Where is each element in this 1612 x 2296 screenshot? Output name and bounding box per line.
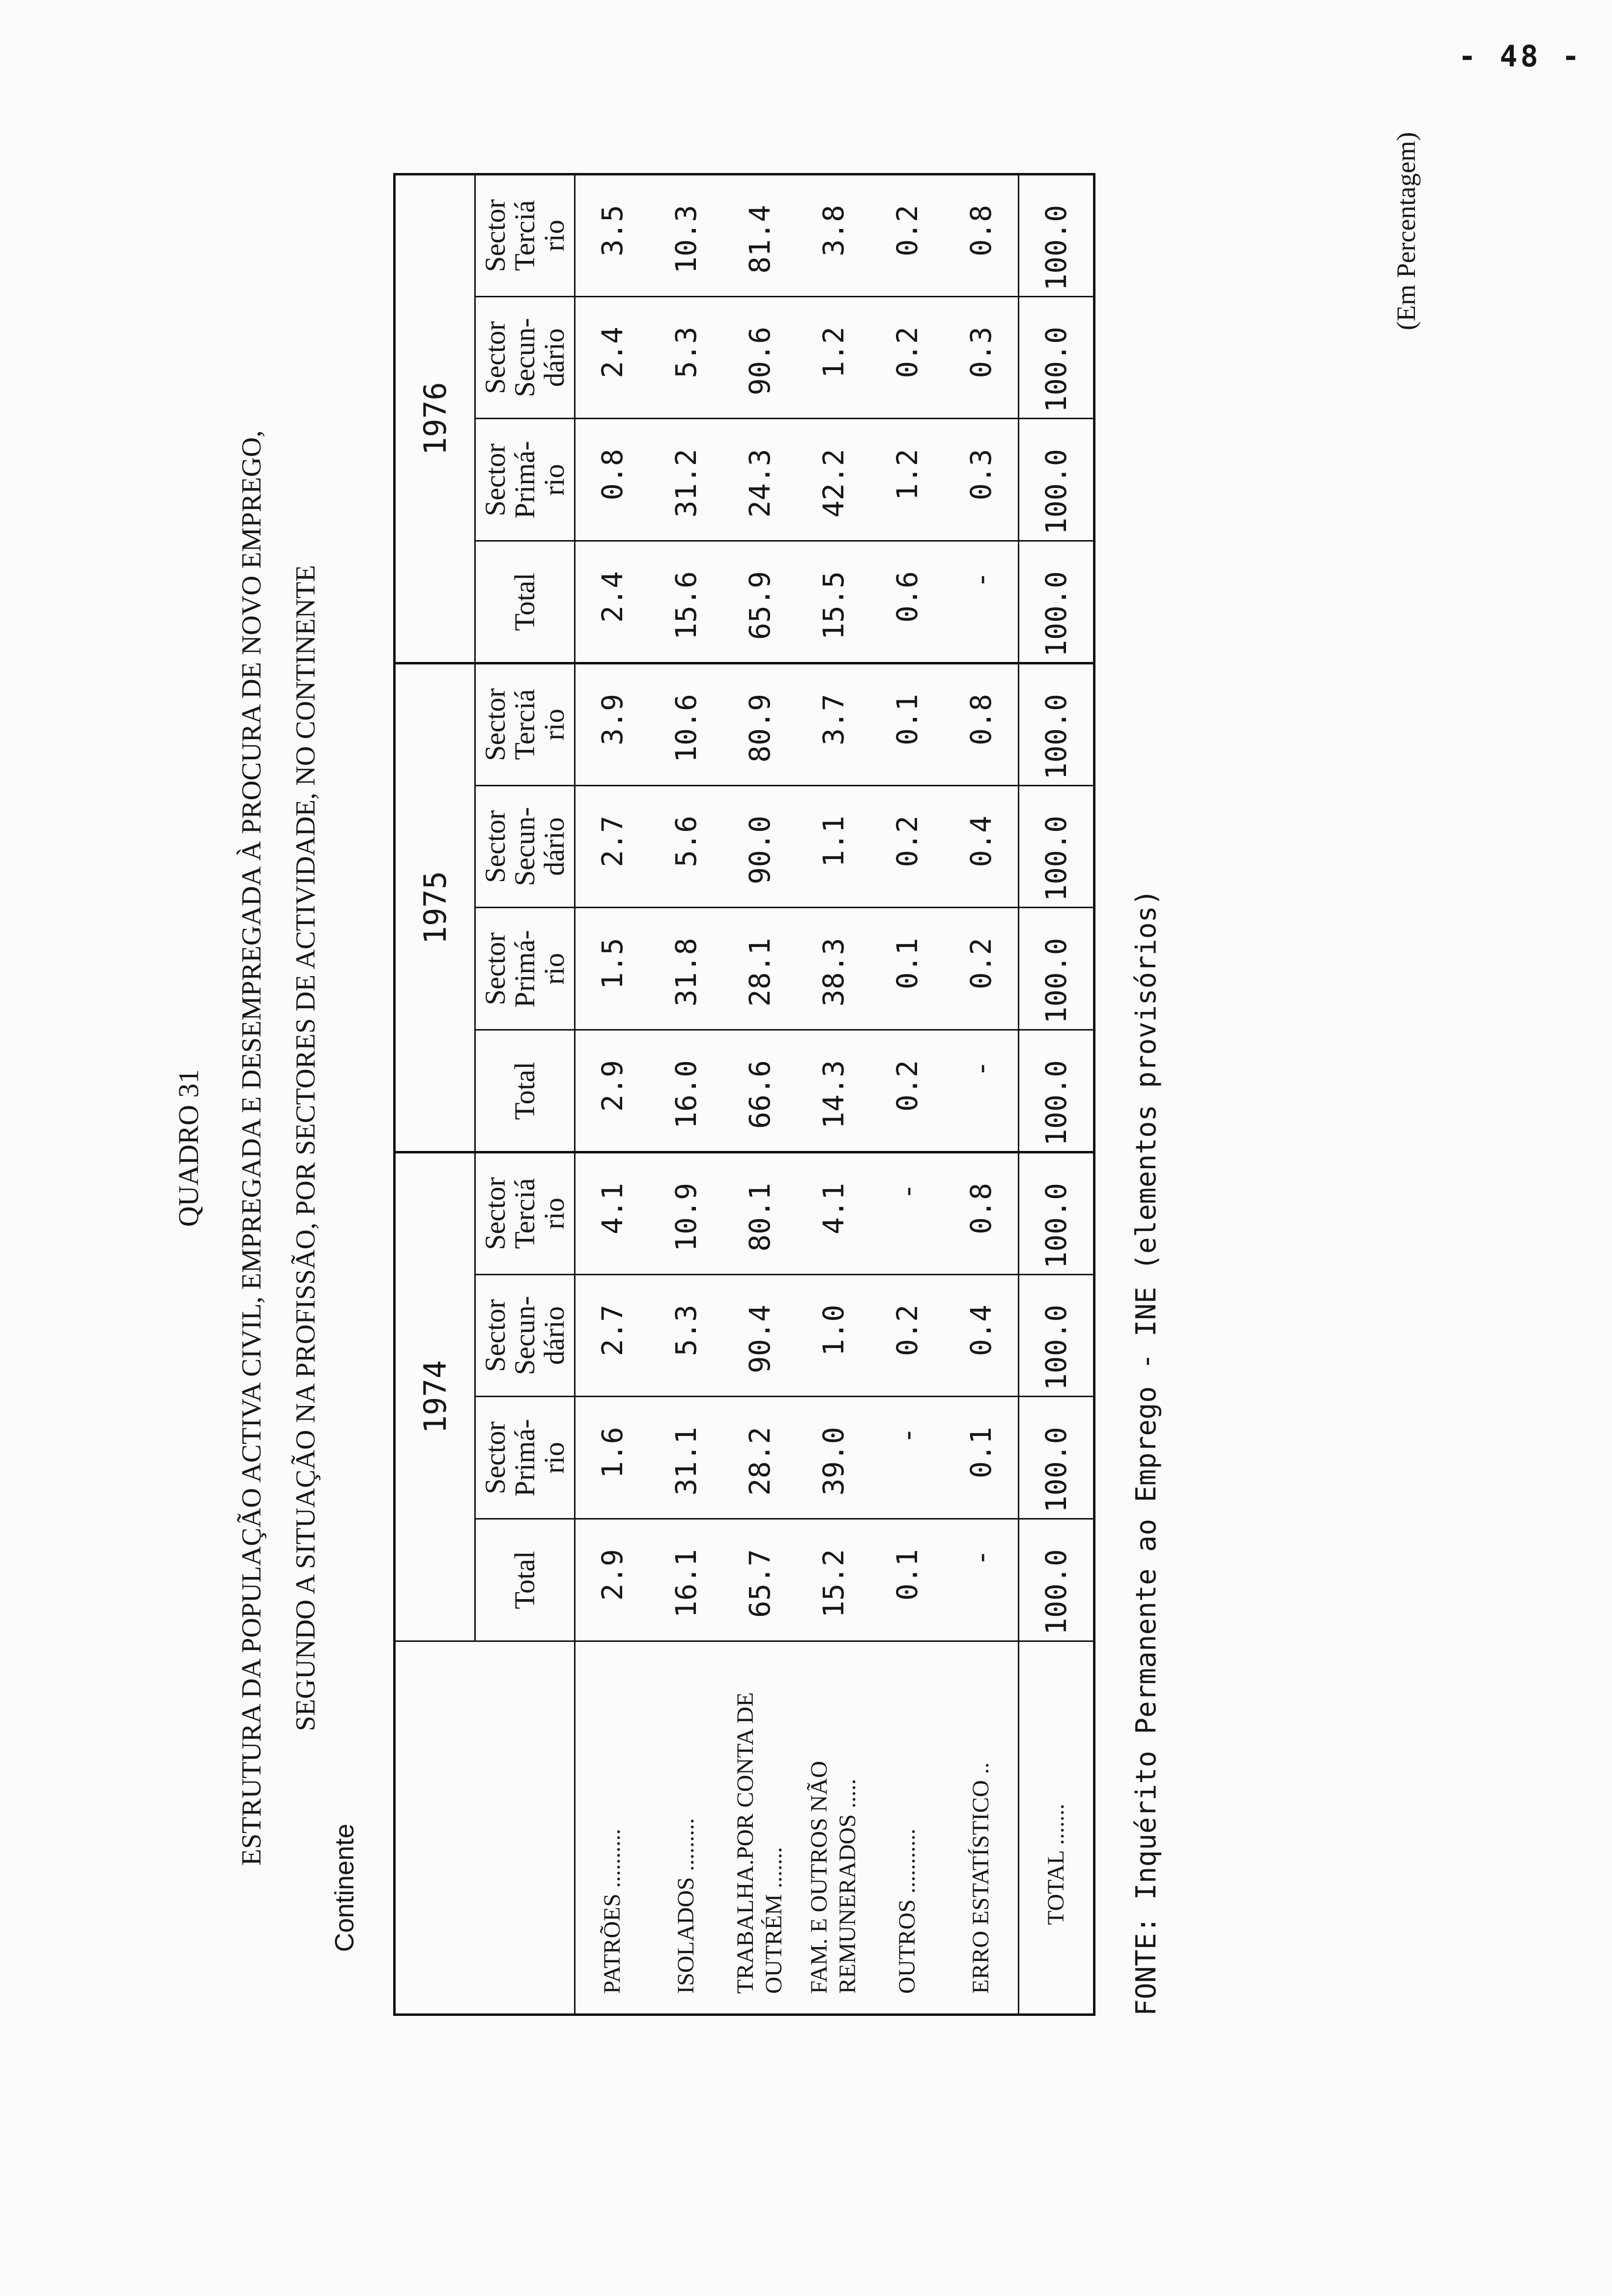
table-cell: 100.0: [1019, 908, 1094, 1030]
table-cell: -: [944, 1519, 1019, 1641]
unit-label: (Em Percentagem): [1391, 132, 1421, 330]
table-cell: 100.0: [1019, 1274, 1094, 1397]
table-cell: 0.2: [870, 785, 944, 908]
year-header: 1976: [395, 174, 475, 663]
column-header-line: Sector: [479, 1299, 511, 1372]
column-header: [475, 1152, 575, 1275]
table-cell: 100.0: [1019, 1030, 1094, 1152]
table-cell: 15.2: [797, 1519, 870, 1641]
column-header-line: Sector: [479, 1177, 511, 1250]
table-cell: 31.2: [649, 419, 723, 541]
column-header-line: Primá-: [509, 930, 541, 1008]
column-header-line: Secun-: [509, 807, 541, 887]
table-row: [870, 174, 944, 2015]
column-header-line: Sector: [479, 321, 511, 394]
table-cell: 5.6: [649, 785, 723, 908]
table-cell: 0.8: [944, 663, 1019, 786]
column-header-line: Sector: [479, 688, 511, 761]
table-cell: 1.0: [797, 1274, 870, 1397]
table-cell: 90.0: [723, 785, 797, 908]
table-cell: 4.1: [575, 1152, 650, 1275]
column-header-line: rio: [538, 220, 570, 252]
table-cell: 16.1: [649, 1519, 723, 1641]
table-cell: 0.2: [944, 908, 1019, 1030]
column-header: [475, 174, 575, 297]
table-cell: 2.7: [575, 785, 650, 908]
table-cell: 15.5: [797, 541, 870, 663]
table-cell: 0.8: [944, 174, 1019, 297]
column-header-line: Sector: [479, 199, 511, 272]
row-label: TRABALHA.POR CONTA DE OUTRÉM .......: [723, 1641, 797, 2015]
table-row: [723, 174, 797, 2015]
column-header: [475, 1030, 575, 1152]
table-cell: -: [870, 1152, 944, 1275]
table-cell: 2.9: [575, 1030, 650, 1152]
source-note: FONTE: Inquérito Permanente ao Emprego - INE (elementos provisórios): [1130, 889, 1162, 2016]
table-cell: 81.4: [723, 174, 797, 297]
table-cell: 3.9: [575, 663, 650, 786]
column-header-line: rio: [538, 464, 570, 496]
table-cell: 3.7: [797, 663, 870, 786]
column-header-line: Primá-: [509, 441, 541, 519]
column-header-line: Sector: [479, 1421, 511, 1494]
title-block: [172, 0, 333, 2296]
total-row: [1019, 174, 1094, 2015]
table-cell: 100.0: [1019, 541, 1094, 663]
data-table-container: [393, 173, 1091, 2016]
table-number: QUADRO 31: [173, 1069, 204, 1227]
row-label: OUTROS ...........: [870, 1641, 944, 2015]
column-header-line: Terciá: [509, 689, 541, 760]
column-header-line: Sector: [479, 932, 511, 1005]
table-cell: 0.6: [870, 541, 944, 663]
table-cell: 0.4: [944, 1274, 1019, 1397]
table-cell: 100.0: [1019, 296, 1094, 419]
table-cell: 0.4: [944, 785, 1019, 908]
table-cell: 1.5: [575, 908, 650, 1030]
table-cell: 38.3: [797, 908, 870, 1030]
table-cell: 10.3: [649, 174, 723, 297]
table-cell: 0.2: [870, 1274, 944, 1397]
table-cell: 28.1: [723, 908, 797, 1030]
table-row: [575, 174, 650, 2015]
column-header-line: Sector: [479, 810, 511, 883]
table-cell: -: [870, 1397, 944, 1519]
table-row: [944, 174, 1019, 2015]
column-header-line: Total: [509, 1550, 541, 1609]
column-header: [475, 1274, 575, 1397]
row-label: ERRO ESTATÍSTICO ..: [944, 1641, 1019, 2015]
column-header-line: dário: [538, 1306, 570, 1365]
table-cell: 5.3: [649, 1274, 723, 1397]
column-header-line: Secun-: [509, 1296, 541, 1376]
column-header-line: Terciá: [509, 1178, 541, 1249]
table-row: [649, 174, 723, 2015]
column-header-line: dário: [538, 328, 570, 387]
column-header: [475, 541, 575, 663]
column-header: [475, 296, 575, 419]
table-cell: 1.6: [575, 1397, 650, 1519]
column-header-line: Total: [509, 573, 541, 631]
column-header-line: rio: [538, 1442, 570, 1474]
table-cell: -: [944, 1030, 1019, 1152]
table-cell: 16.0: [649, 1030, 723, 1152]
table-cell: 1.1: [797, 785, 870, 908]
table-cell: 90.6: [723, 296, 797, 419]
table-cell: -: [944, 541, 1019, 663]
table-cell: 0.2: [870, 296, 944, 419]
row-label: PATRÕES ..........: [575, 1641, 650, 2015]
table-cell: 0.1: [944, 1397, 1019, 1519]
row-label: ISOLADOS .........: [649, 1641, 723, 2015]
data-table: [393, 173, 1095, 2016]
table-cell: 31.1: [649, 1397, 723, 1519]
table-cell: 66.6: [723, 1030, 797, 1152]
table-cell: 14.3: [797, 1030, 870, 1152]
column-header-line: rio: [538, 1198, 570, 1230]
table-cell: 65.9: [723, 541, 797, 663]
row-header-blank: [395, 1641, 575, 2015]
table-cell: 1.2: [797, 296, 870, 419]
table-cell: 80.1: [723, 1152, 797, 1275]
table-cell: 2.4: [575, 296, 650, 419]
table-cell: 2.7: [575, 1274, 650, 1397]
column-header: [475, 1519, 575, 1641]
table-cell: 15.6: [649, 541, 723, 663]
table-title: ESTRUTURA DA POPULAÇÃO ACTIVA CIVIL, EMPREGADA E DESEMPREGADA À PROCURA DE NOVO EMPREGO,: [236, 430, 267, 1866]
page-number: - 48 -: [1458, 39, 1583, 74]
table-subtitle: SEGUNDO A SITUAÇÃO NA PROFISSÃO, POR SECTORES DE ACTIVIDADE, NO CONTINENTE: [290, 565, 321, 1731]
table-cell: 4.1: [797, 1152, 870, 1275]
table-cell: 0.3: [944, 419, 1019, 541]
column-header-line: dário: [538, 817, 570, 876]
table-cell: 28.2: [723, 1397, 797, 1519]
column-header-line: Secun-: [509, 318, 541, 398]
table-cell: 100.0: [1019, 663, 1094, 786]
table-cell: 100.0: [1019, 1397, 1094, 1519]
column-header-line: Total: [509, 1062, 541, 1120]
column-header-line: Sector: [479, 443, 511, 517]
table-body: [575, 174, 1094, 2015]
table-cell: 0.2: [870, 1030, 944, 1152]
table-cell: 2.9: [575, 1519, 650, 1641]
column-header: [475, 908, 575, 1030]
column-header-line: Terciá: [509, 200, 541, 271]
table-cell: 5.3: [649, 296, 723, 419]
table-cell: 100.0: [1019, 1519, 1094, 1641]
table-cell: 10.9: [649, 1152, 723, 1275]
table-cell: 0.2: [870, 174, 944, 297]
column-header: [475, 785, 575, 908]
table-cell: 100.0: [1019, 419, 1094, 541]
table-cell: 100.0: [1019, 1152, 1094, 1275]
table-cell: 90.4: [723, 1274, 797, 1397]
table-cell: 42.2: [797, 419, 870, 541]
table-cell: 0.8: [944, 1152, 1019, 1275]
table-cell: 10.6: [649, 663, 723, 786]
table-cell: 100.0: [1019, 785, 1094, 908]
column-header-line: Primá-: [509, 1419, 541, 1497]
row-label: TOTAL .......: [1019, 1641, 1094, 2015]
table-cell: 39.0: [797, 1397, 870, 1519]
table-cell: 80.9: [723, 663, 797, 786]
table-cell: 2.4: [575, 541, 650, 663]
table-cell: 0.1: [870, 663, 944, 786]
column-header: [475, 663, 575, 786]
year-header: 1975: [395, 663, 475, 1152]
column-header: [475, 1397, 575, 1519]
row-label: FAM. E OUTROS NÃO REMUNERADOS .....: [797, 1641, 870, 2015]
year-header: 1974: [395, 1152, 475, 1641]
column-header-line: rio: [538, 953, 570, 985]
table-cell: 65.7: [723, 1519, 797, 1641]
region-label: Continente: [330, 1823, 359, 1952]
table-cell: 3.5: [575, 174, 650, 297]
table-cell: 100.0: [1019, 174, 1094, 297]
table-cell: 1.2: [870, 419, 944, 541]
table-cell: 0.1: [870, 1519, 944, 1641]
column-header: [475, 419, 575, 541]
table-cell: 0.1: [870, 908, 944, 1030]
table-cell: 3.8: [797, 174, 870, 297]
table-cell: 31.8: [649, 908, 723, 1030]
table-cell: 0.8: [575, 419, 650, 541]
column-header-line: rio: [538, 709, 570, 741]
table-cell: 24.3: [723, 419, 797, 541]
table-cell: 0.3: [944, 296, 1019, 419]
table-row: [797, 174, 870, 2015]
